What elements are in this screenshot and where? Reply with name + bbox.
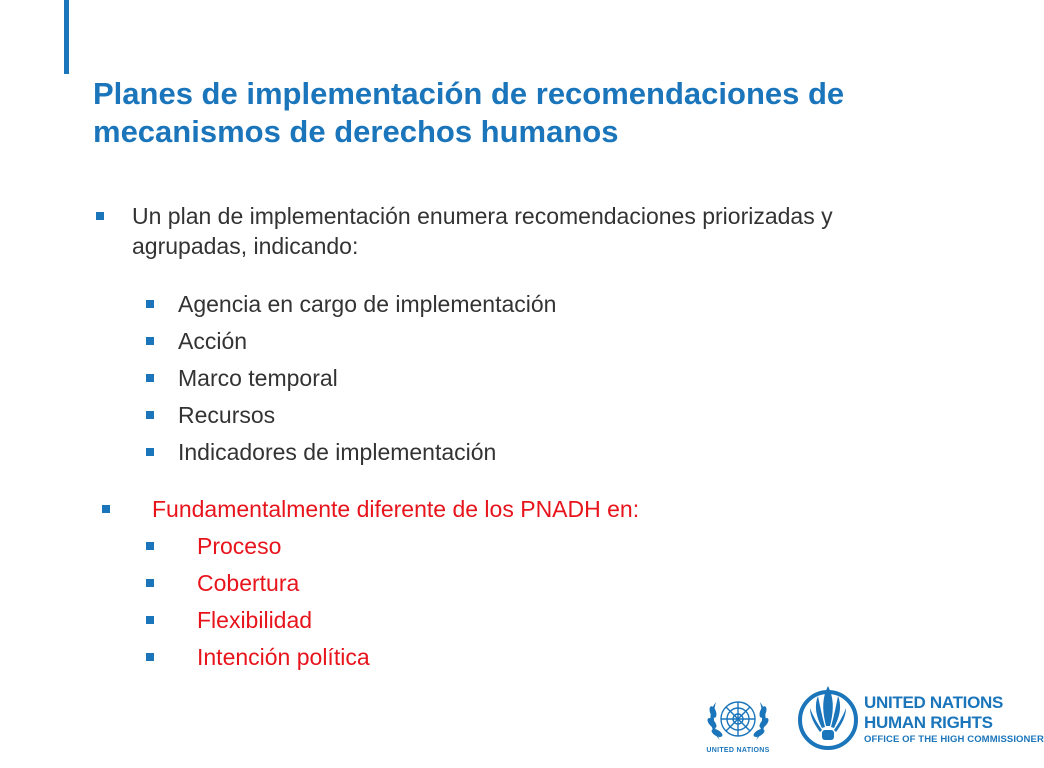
sub-bullet-text: Recursos (178, 402, 276, 428)
highlight-sub-item (146, 531, 646, 561)
sub-bullet-item (146, 400, 846, 430)
sub-bullet-item (146, 437, 846, 467)
square-bullet-icon (146, 337, 154, 345)
square-bullet-icon (146, 579, 154, 587)
square-bullet-icon (146, 448, 154, 456)
sub-bullet-text: Acción (178, 328, 248, 354)
highlight-sub-item (146, 568, 646, 598)
sub-bullet-item (146, 326, 846, 356)
highlight-sub-text: Intención política (197, 644, 370, 670)
accent-bar (64, 0, 69, 74)
square-bullet-icon (146, 411, 154, 419)
intro-bullet-text: Un plan de implementación enumera recomendaciones priorizadas y agrupadas, indicando: (132, 203, 833, 259)
un-logo-label: UNITED NATIONS (706, 747, 770, 754)
sub-bullet-item (146, 289, 846, 319)
sub-bullet-item (146, 363, 846, 393)
sub-bullet-text: Agencia en cargo de implementación (178, 291, 557, 317)
highlight-bullet (102, 494, 902, 524)
human-rights-emblem-icon (796, 680, 860, 752)
highlight-sub-item (146, 642, 646, 672)
square-bullet-icon (102, 505, 110, 513)
square-bullet-icon (146, 374, 154, 382)
intro-bullet (96, 201, 926, 261)
hr-logo-line2: HUMAN RIGHTS (864, 713, 993, 732)
highlight-sub-item (146, 605, 646, 635)
hr-logo-line1: UNITED NATIONS (864, 693, 1004, 712)
sub-bullet-text: Marco temporal (178, 365, 338, 391)
square-bullet-icon (146, 300, 154, 308)
sub-bullet-text: Indicadores de implementación (178, 439, 497, 465)
square-bullet-icon (96, 212, 104, 220)
slide-title: Planes de implementación de recomendaciones de mecanismos de derechos humanos (93, 76, 845, 149)
highlight-bullet-text: Fundamentalmente diferente de los PNADH en: (152, 496, 640, 522)
square-bullet-icon (146, 616, 154, 624)
hr-logo-line3: OFFICE OF THE HIGH COMMISSIONER (864, 734, 1044, 745)
highlight-sub-text: Cobertura (197, 570, 300, 596)
square-bullet-icon (146, 542, 154, 550)
highlight-sub-text: Flexibilidad (197, 607, 313, 633)
square-bullet-icon (146, 653, 154, 661)
highlight-sub-text: Proceso (197, 533, 282, 559)
